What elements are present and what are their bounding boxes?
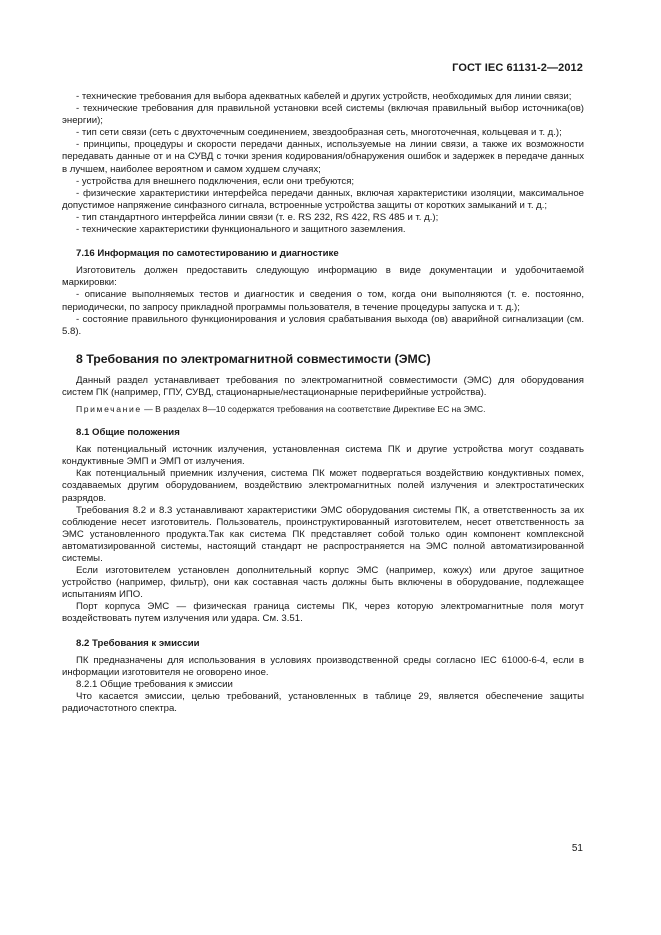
section-heading-7-16: 7.16 Информация по самотестированию и диагностике <box>76 248 339 260</box>
note-text: — В разделах 8—10 содержатся требования на соответствие Директиве ЕС на ЭМС. <box>141 403 486 414</box>
list-item: - устройства для внешнего подключения, если они требуются; <box>76 175 355 187</box>
list-item: - технические требования для правильной установки всей системы (включая правильный выбор источника(ов) энергии); <box>62 103 584 127</box>
paragraph: Если изготовителем установлен дополнительный корпус ЭМС (например, кожух) или другое защитное устройство (например, фильтр), они как составная часть должны быть включены в оборудование, подлежащее испытаниям ИПО. <box>62 565 584 601</box>
list-item: - принципы, процедуры и скорости передачи данных, используемые на линии связи, а также их возможности передавать данные от и на СУВД с точки зрения кодирования/обнаружения ошибок и задержек в передаче данных в лучшем, наиболее вероятном и самом худшем случаях; <box>62 139 584 175</box>
standard-header: ГОСТ IEC 61131-2—2012 <box>452 62 583 74</box>
list-item: - технические характеристики функционального и защитного заземления. <box>76 224 406 236</box>
paragraph: Что касается эмиссии, целью требований, установленных в таблице 29, является обеспечение защиты радиочастотного спектра. <box>62 690 584 715</box>
list-item: - физические характеристики интерфейса передачи данных, включая характеристики изоляции, максимальное допустимое напряжение синфазного сигнала, встроенные устройства защиты от коротких замыканий и т. д.; <box>62 187 584 211</box>
list-item: - технические требования для выбора адекватных кабелей и других устройств, необходимых для линии связи; <box>76 91 572 102</box>
paragraph: Изготовитель должен предоставить следующую информацию в виде документации и удобочитаемой маркировки: <box>62 265 584 289</box>
paragraph: Данный раздел устанавливает требования по электромагнитной совместимости (ЭМС) для оборудования систем ПК (например, ГПУ, СУВД, стационарные/нестационарные периферийные устройства). <box>62 374 584 398</box>
paragraph: Требования 8.2 и 8.3 устанавливают характеристики ЭМС оборудования системы ПК, а ответственность за их соблюдение несет изготовитель. Пользователь, проинструктированный изготовителем, несет ответственность за ЭМС установленного продукта.Так как система ПК представляет собой только один компонент комплексной автоматизированной системы, настоящий стандарт не распространяется на ЭМС полной автоматизированной системы. <box>62 504 584 564</box>
note-label: Примечание <box>76 403 142 414</box>
list-item: - тип сети связи (сеть с двухточечным соединением, звездообразная сеть, многоточечная, кольцевая и т. д.); <box>76 127 562 139</box>
paragraph: Порт корпуса ЭМС — физическая граница системы ПК, через которую электромагнитные поля могут воздействовать путем излучения или удара. См. 3.51. <box>62 601 584 625</box>
subsection-title-8-2-1: 8.2.1 Общие требования к эмиссии <box>76 678 233 690</box>
paragraph: Как потенциальный приемник излучения, система ПК может подвергаться воздействию кондуктивных помех, создаваемых другим оборудованием, воздействию электромагнитных полей излучения и электростатических разрядов. <box>62 468 584 504</box>
page-content <box>62 91 584 715</box>
page-number: 51 <box>571 843 583 854</box>
list-item: - тип стандартного интерфейса линии связи (т. е. RS 232, RS 422, RS 485 и т. д.); <box>76 211 439 223</box>
paragraph: Как потенциальный источник излучения, установленная система ПК и другие устройства могут создавать кондуктивные ЭМП и ЭМП от излучения. <box>62 444 584 468</box>
section-heading-8-1: 8.1 Общие положения <box>76 427 180 439</box>
section-heading-8-2: 8.2 Требования к эмиссии <box>76 637 200 649</box>
paragraph: ПК предназначены для использования в условиях производственной среды согласно IEC 61000-6-4, если в информации изготовителя не оговорено иное. <box>62 654 584 678</box>
list-item: - состояние правильного функционирования и условия срабатывания выхода (ов) аварийной сигнализации (см. 5.8). <box>62 313 584 337</box>
note <box>62 403 584 415</box>
section-heading-8: 8 Требования по электромагнитной совместимости (ЭМС) <box>76 351 431 366</box>
list-item: - описание выполняемых тестов и диагностик и сведения о том, когда они выполняются (т. е. постоянно, периодически, по запросу прикладной программы пользователя, в течение процедуры запуска и т. д.); <box>62 289 584 313</box>
